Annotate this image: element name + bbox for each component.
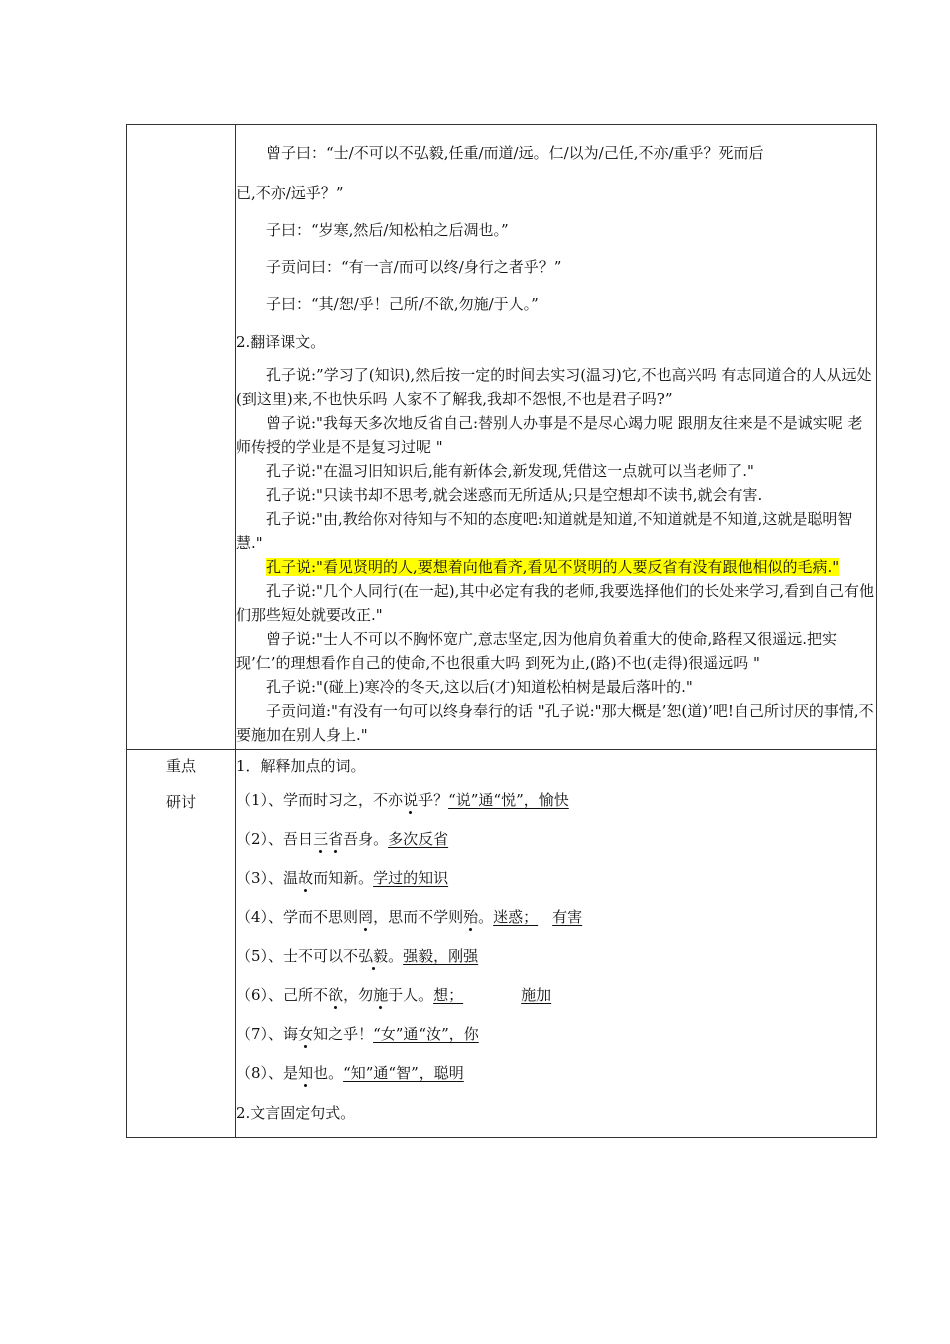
question-item: （3）、温故而知新。学过的知识 xyxy=(236,869,449,887)
classical-text-line: 曾子曰：“士/不可以不弘毅,任重/而道/远。仁/以为/己任,不亦/重乎？死而后 xyxy=(266,144,764,162)
table-row xyxy=(127,125,877,750)
classical-text-line: 已,不亦/远乎？” xyxy=(236,184,344,202)
answer-text: “知”通“智”，聪明 xyxy=(343,1064,464,1082)
question-item: （7）、诲女知之乎！“女”通“汝”，你 xyxy=(236,1025,479,1043)
answer-text: 多次反省 xyxy=(388,830,449,848)
row-content-cell xyxy=(236,750,877,1138)
translation-paragraph: 孔子说:”学习了(知识),然后按一定的时间去实习(温习)它,不也高兴吗 有志同道合的人从远处(到这里)来,不也快乐吗 人家不了解我,我却不怨恨,不也是君子吗?” xyxy=(236,366,872,408)
translation-paragraph: 孔子说:"在温习旧知识后,能有新体会,新发现,凭借这一点就可以当老师了." xyxy=(266,462,754,480)
question-item: （1）、学而时习之，不亦说乎？“说”通“悦”，愉快 xyxy=(236,791,569,809)
row-content-cell xyxy=(236,125,877,750)
question-item: （8）、是知也。“知”通“智”，聪明 xyxy=(236,1064,464,1082)
row-label-cell xyxy=(127,125,236,750)
fixed-pattern-heading: 2.文言固定句式。 xyxy=(236,1104,356,1122)
lesson-table xyxy=(126,124,877,1138)
classical-text-line: 子曰：“其/恕/乎！己所/不欲,勿施/于人。” xyxy=(266,295,539,313)
question-item: （2）、吾日三省吾身。多次反省 xyxy=(236,830,449,848)
answer-text: 学过的知识 xyxy=(373,869,449,887)
translation-paragraph: 孔子说:"只读书却不思考,就会迷惑而无所适从;只是空想却不读书,就会有害. xyxy=(266,486,763,504)
classical-text-line: 子曰：“岁寒,然后/知松柏之后凋也。” xyxy=(266,221,509,239)
table-row xyxy=(127,750,877,1138)
translation-paragraph-highlighted: 孔子说:"看见贤明的人,要想着向他看齐,看见不贤明的人要反省有没有跟他相似的毛病." xyxy=(266,558,840,576)
answer-text: 强毅，刚强 xyxy=(403,947,479,965)
translation-paragraph: 曾子说:"我每天多次地反省自己:替别人办事是不是尽心竭力呢 跟朋友往来是不是诚实呢 老师传授的学业是不是复习过呢 " xyxy=(236,414,863,456)
answer-text: “女”通“汝”，你 xyxy=(373,1025,479,1043)
question-item: （6）、己所不欲，勿施于人。想； 施加 xyxy=(236,986,552,1004)
answer-text: “说”通“悦”，愉快 xyxy=(448,791,569,809)
translation-paragraph: 孔子说:"几个人同行(在一起),其中必定有我的老师,我要选择他们的长处来学习,看到自己有他们那些短处就要改正." xyxy=(236,582,874,624)
translation-paragraph: 孔子说:"(碰上)寒冷的冬天,这以后(才)知道松柏树是最后落叶的." xyxy=(266,678,693,696)
question-item: （4）、学而不思则罔，思而不学则殆。迷惑； 有害 xyxy=(236,908,583,926)
translation-paragraph: 子贡问道:"有没有一句可以终身奉行的话 "孔子说:"那大概是’恕(道)’吧!自己所讨厌的事情,不要施加在别人身上." xyxy=(236,702,874,744)
question-item: （5）、士不可以不弘毅。强毅，刚强 xyxy=(236,947,479,965)
answer-text: 迷惑； 有害 xyxy=(493,908,583,926)
classical-text-line: 子贡问曰：“有一言/而可以终/身行之者乎？” xyxy=(266,258,562,276)
translation-paragraph: 孔子说:"由,教给你对待知与不知的态度吧:知道就是知道,不知道就是不知道,这就是聪明智慧." xyxy=(236,510,853,552)
translation-paragraph: 曾子说:"士人不可以不胸怀宽广,意志坚定,因为他肩负着重大的使命,路程又很遥远.把实现’仁’的理想看作自己的使命,不也很重大吗 到死为止,(路)不也(走得)很遥远吗 " xyxy=(236,630,838,672)
questions-heading: 1．解释加点的词。 xyxy=(236,757,366,775)
row-label-cell xyxy=(127,750,236,1138)
section-label: 研讨 xyxy=(165,793,196,811)
section-label: 重点 xyxy=(165,757,196,775)
answer-text: 想； 施加 xyxy=(433,986,552,1004)
translate-heading: 2.翻译课文。 xyxy=(236,333,326,351)
